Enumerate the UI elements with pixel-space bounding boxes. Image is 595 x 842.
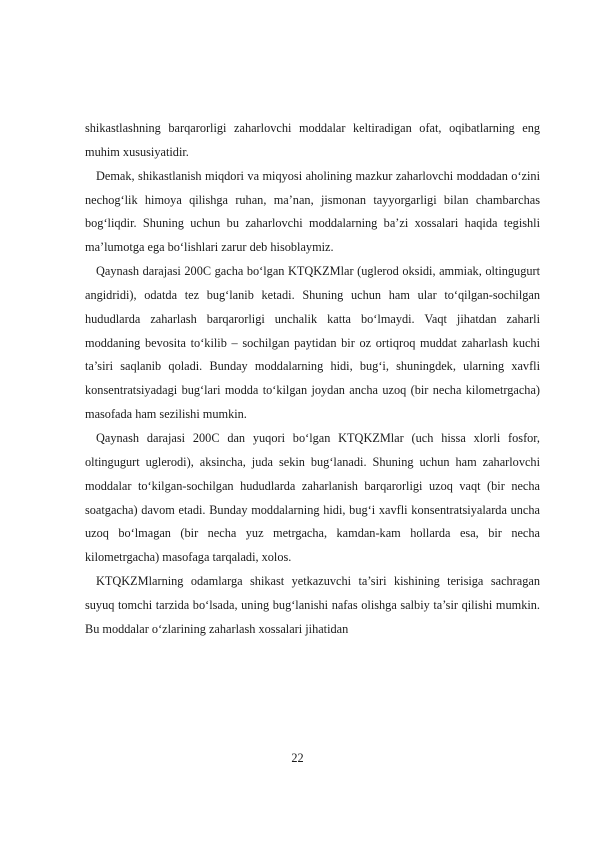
paragraph-4: Qaynash darajasi 200C dan yuqori bo‘lgan KTQKZMlar (uch hissa xlorli fosfor, oltingugurt uglerodi), aksincha, juda sekin bug‘lanadi. Shuning uchun ham zaharlovchi moddalar to‘kilgan-sochilgan hududlarda zaharlanish barqarorligi uzoq vaqt (bir necha soatgacha) davom etadi. Bunday moddalarning hidi, bug‘i xavfli konsentratsiyalarda uncha uzoq bo‘lmagan (bir necha yuz metrgacha, kamdan-kam hollarda esa, bir necha kilometrgacha) masofaga tarqaladi, xolos. xyxy=(85,430,540,565)
document-body xyxy=(85,117,540,642)
paragraph-5: KTQKZMlarning odamlarga shikast yetkazuvchi ta’siri kishining terisiga sachragan suyuq tomchi tarzida bo‘lsada, uning bug‘lanishi nafas olishga salbiy ta’sir qilishi mumkin. Bu moddalar o‘zlarining zaharlash xossalari jihatidan xyxy=(85,574,540,636)
page-number: 22 xyxy=(291,751,304,765)
paragraph-2: Demak, shikastlanish miqdori va miqyosi aholining mazkur zaharlovchi moddadan o‘zini nechog‘lik himoya qilishga ruhan, ma’nan, jismonan tayyorgarligi bilan chambarchas bog‘liqdir. Shuning uchun bu zaharlovchi moddalarning ba’zi xossalari haqida tegishli ma’lumotga ega bo‘lishlari zarur deb hisoblaymiz. xyxy=(85,168,540,255)
paragraph-3: Qaynash darajasi 200C gacha bo‘lgan KTQKZMlar (uglerod oksidi, ammiak, oltingugurt angidridi), odatda tez bug‘lanib ketadi. Shuning uchun ham ular to‘qilgan-sochilgan hududlarda zaharlash barqarorligi unchalik katta bo‘lmaydi. Vaqt jihatdan zaharli moddaning bevosita to‘kilib – sochilgan paytidan bir oz ortiqroq muddat zaharlash kuchi ta’siri saqlanib qoladi. Bunday moddalarning hidi, bug‘i, shuningdek, ularning xavfli konsentratsiyadagi bug‘lari modda to‘kilgan joydan ancha uzoq (bir necha kilometrgacha) masofada ham sezilishi mumkin. xyxy=(85,264,540,422)
paragraph-continuation: shikastlashning barqarorligi zaharlovchi moddalar keltiradigan ofat, oqibatlarning eng muhim xususiyatidir. xyxy=(85,121,540,159)
